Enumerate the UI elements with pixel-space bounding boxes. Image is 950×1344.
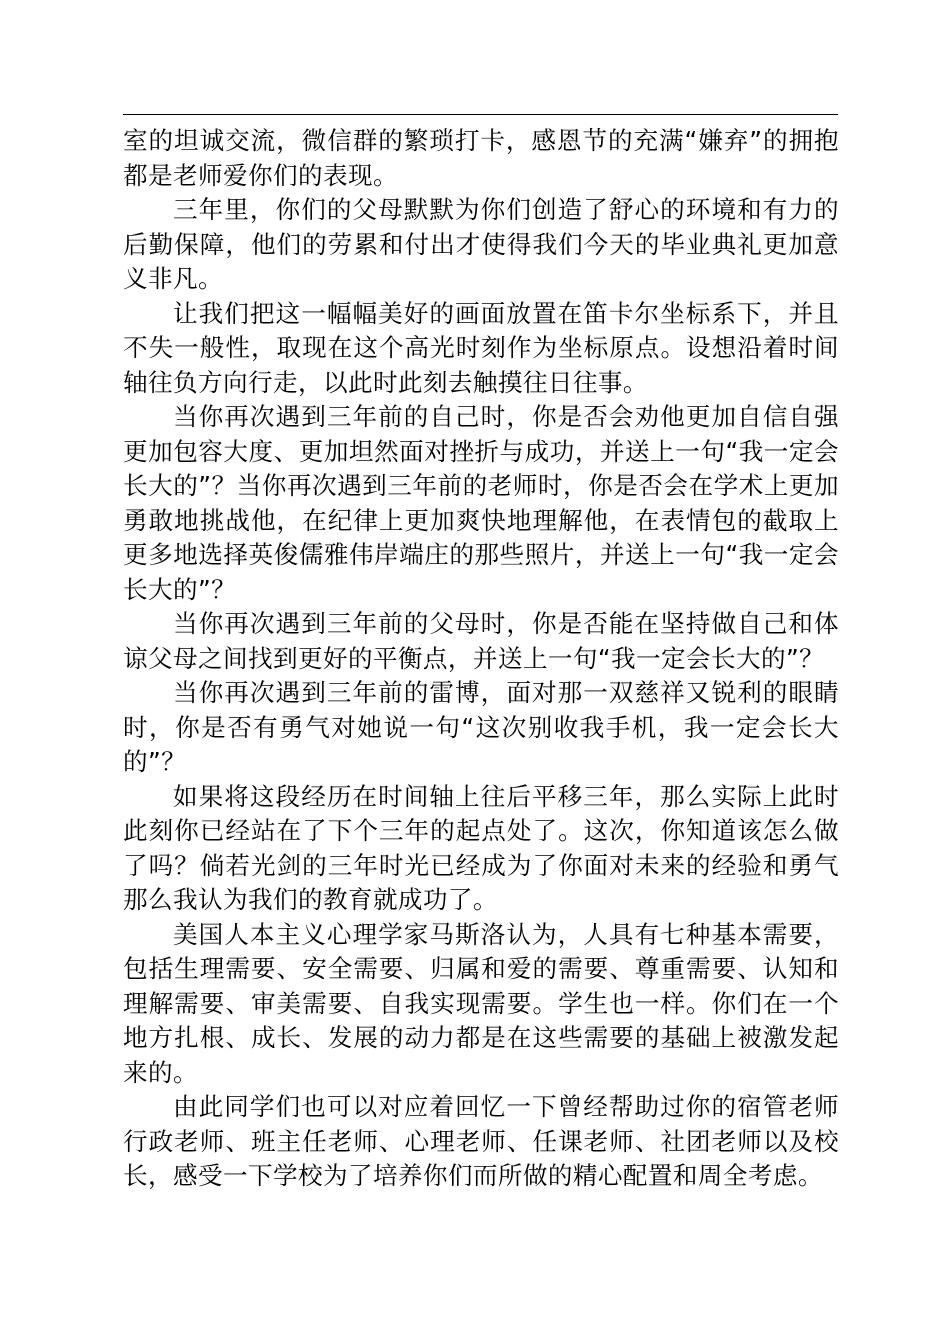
paragraph-8: 美国人本主义心理学家马斯洛认为，人具有七种基本需要，包括生理需要、安全需要、归属和爱的需要、尊重需要、认知和理解需要、审美需要、自我实现需要。学生也一样。你们在一个地方扎根、成长、发展的动力都是在这些需要的基础上被激发起来的。 <box>123 919 839 1087</box>
paragraph-9: 由此同学们也可以对应着回忆一下曾经帮助过你的宿管老师行政老师、班主任老师、心理老师、任课老师、社团老师以及校长，感受一下学校为了培养你们而所做的精心配置和周全考虑。 <box>123 1092 839 1190</box>
header-rule <box>123 114 838 115</box>
paragraph-7: 如果将这段经历在时间轴上往后平移三年，那么实际上此时此刻你已经站在了下个三年的起点处了。这次，你知道该怎么做了吗？倘若光剑的三年时光已经成为了你面对未来的经验和勇气那么我认为我们的教育就成功了。 <box>123 781 839 914</box>
body-text <box>123 124 839 1194</box>
paragraph-6: 当你再次遇到三年前的雷博，面对那一双慈祥又锐利的眼睛时，你是否有勇气对她说一句“这次别收我手机，我一定会长大的”？ <box>123 678 839 776</box>
paragraph-3: 让我们把这一幅幅美好的画面放置在笛卡尔坐标系下，并且不失一般性，取现在这个高光时刻作为坐标原点。设想沿着时间轴往负方向行走，以此时此刻去触摸往日往事。 <box>123 298 839 397</box>
paragraph-1: 室的坦诚交流，微信群的繁琐打卡，感恩节的充满“嫌弃”的拥抱都是老师爱你们的表现。 <box>123 126 839 190</box>
paragraph-5: 当你再次遇到三年前的父母时，你是否能在坚持做自己和体谅父母之间找到更好的平衡点，并送上一句“我一定会长大的”？ <box>123 609 839 673</box>
paragraph-2: 三年里，你们的父母默默为你们创造了舒心的环境和有力的后勤保障，他们的劳累和付出才使得我们今天的毕业典礼更加意义非凡。 <box>123 195 839 293</box>
paragraph-4: 当你再次遇到三年前的自己时，你是否会劝他更加自信自强更加包容大度、更加坦然面对挫折与成功，并送上一句“我一定会长大的”？当你再次遇到三年前的老师时，你是否会在学术上更加勇敢地挑战他，在纪律上更加爽快地理解他，在表情包的截取上更多地选择英俊儒雅伟岸端庄的那些照片，并送上一句“我一定会长大的”？ <box>123 402 839 604</box>
